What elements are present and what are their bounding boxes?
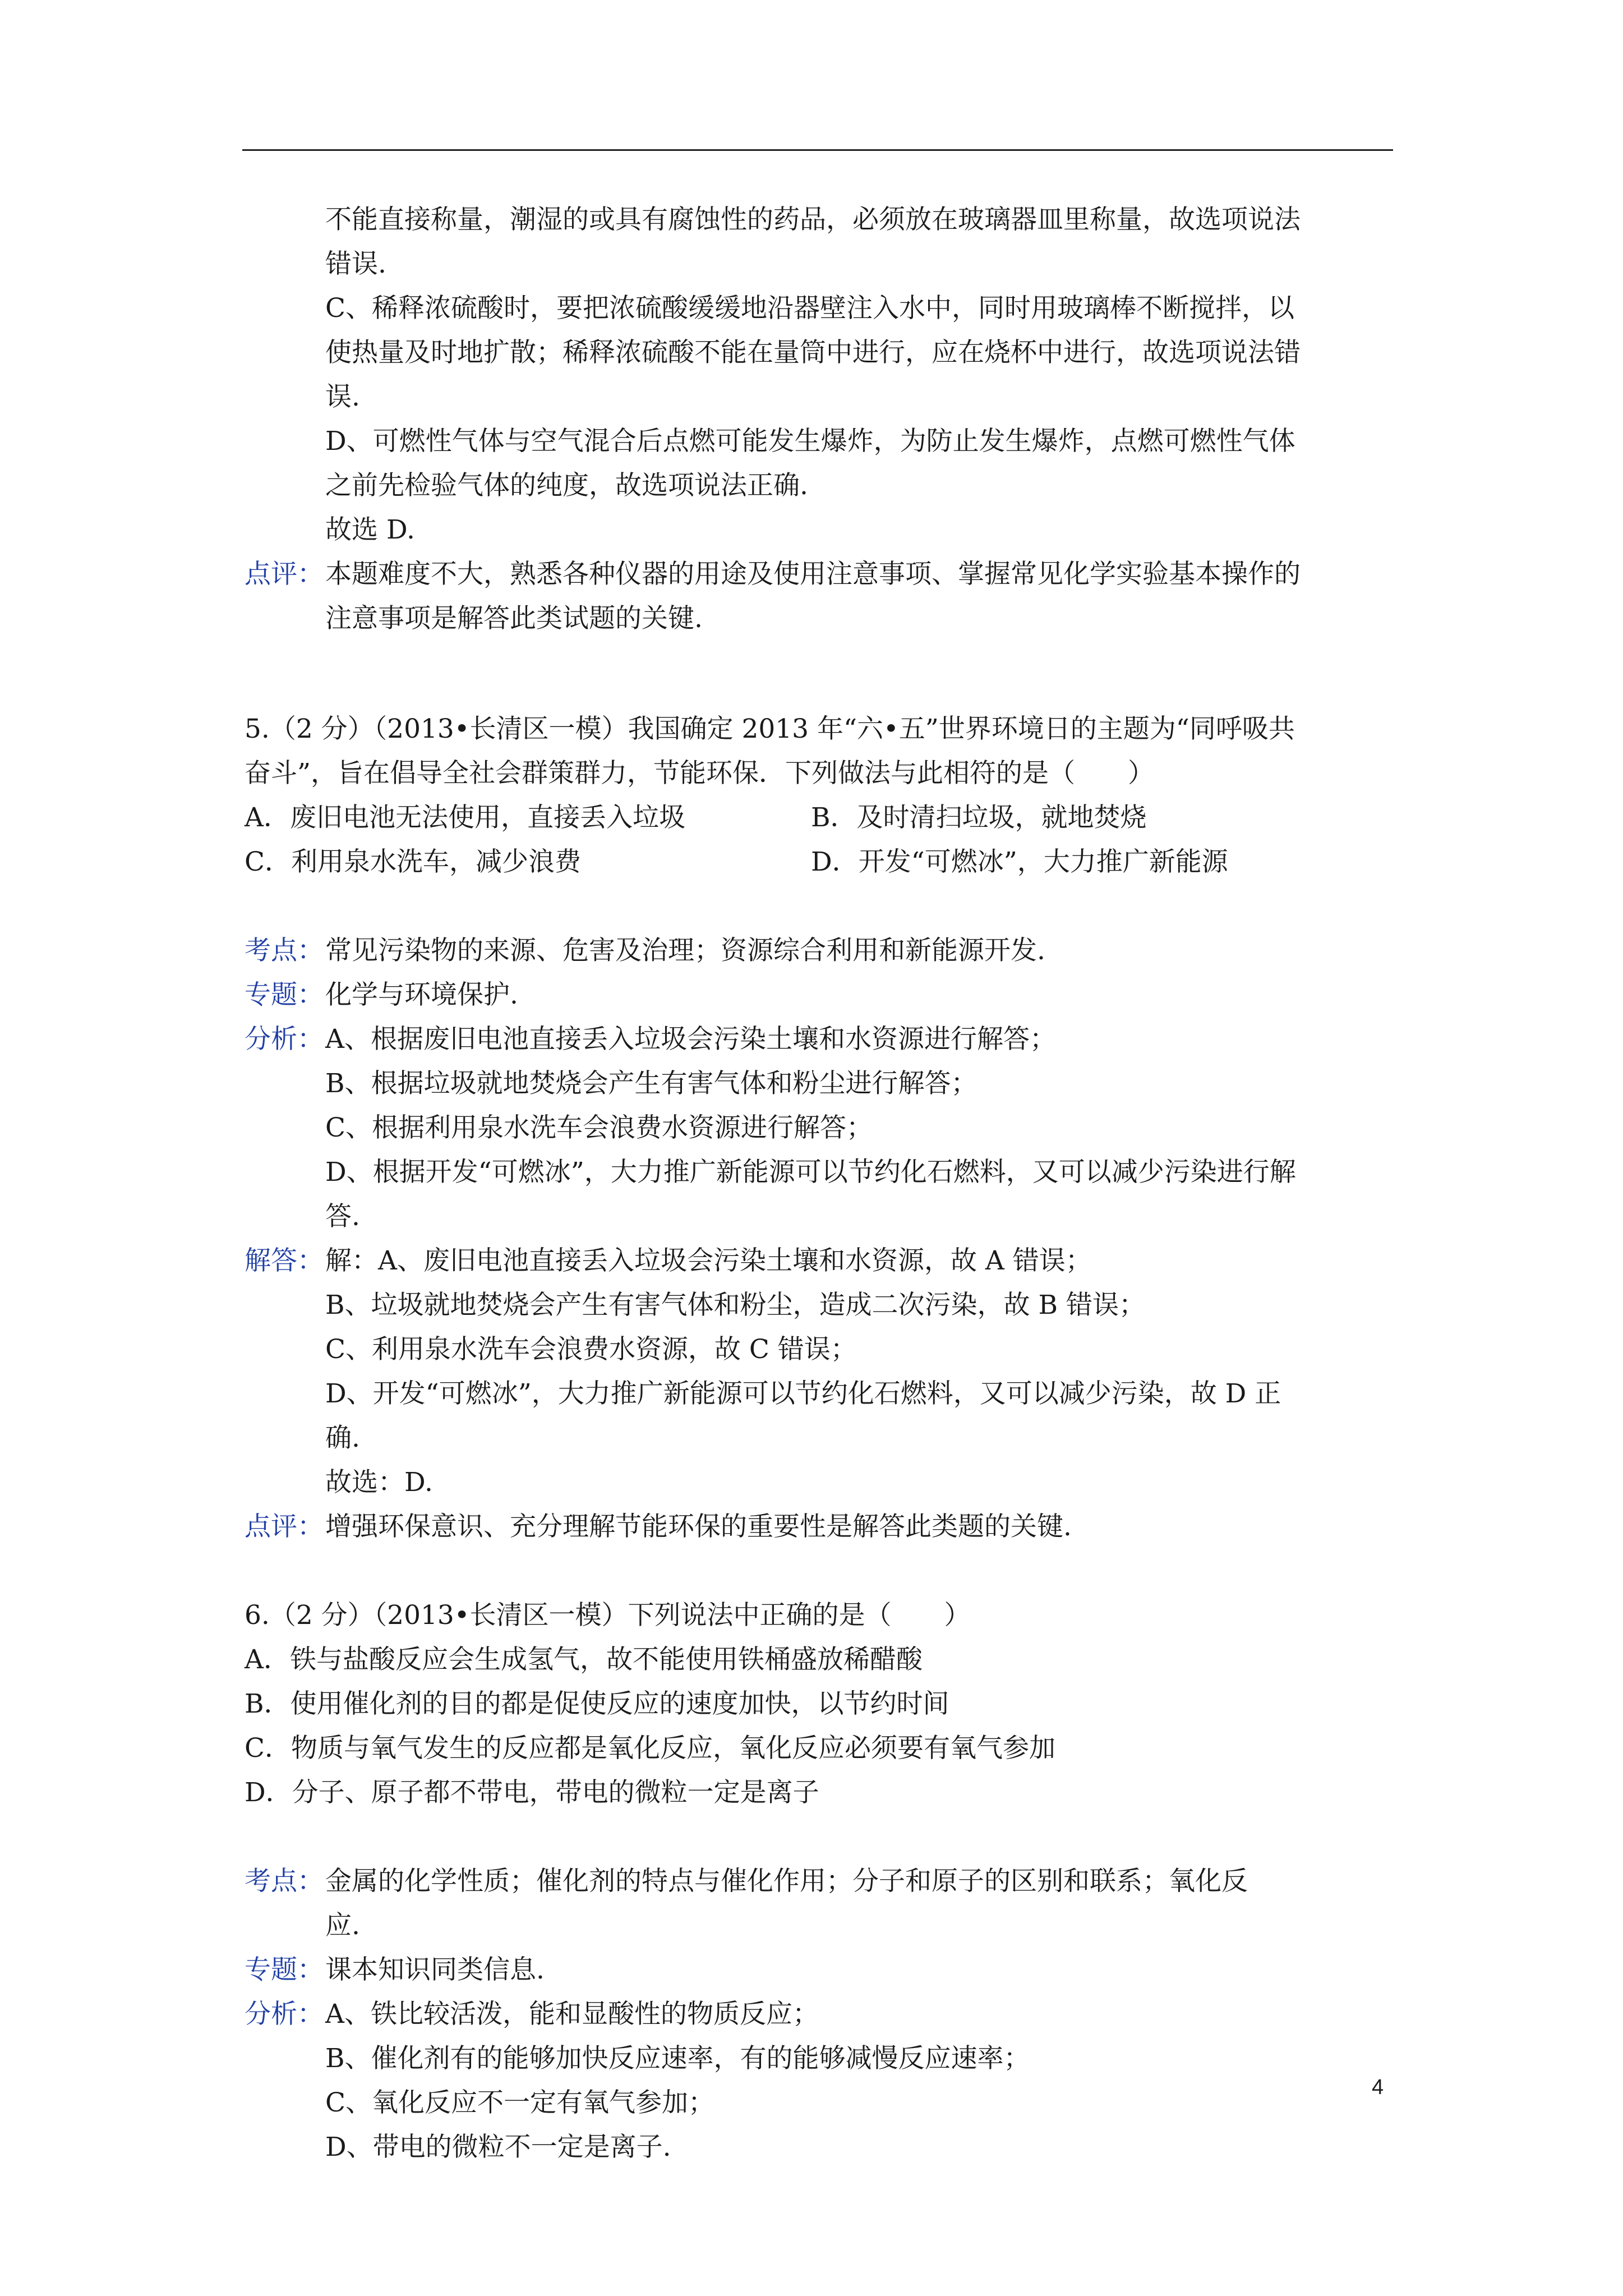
- text-line: C、稀释浓硫酸时，要把浓硫酸缓缓地沿器壁注入水中，同时用玻璃棒不断搅拌，以: [325, 293, 1294, 324]
- q5-zhuanti: [245, 973, 1395, 1017]
- text-line: A、根据废旧电池直接丢入垃圾会污染土壤和水资源进行解答；: [325, 1024, 1056, 1055]
- zhuanti-label: 专题：: [245, 1954, 324, 1985]
- page-number: 4: [1372, 2076, 1384, 2099]
- comment-label: 点评：: [245, 559, 324, 590]
- question-6: [245, 1593, 1395, 1815]
- option-d: D．分子、原子都不带电，带电的微粒一定是离子: [245, 1777, 819, 1808]
- text-line: C、氧化反应不一定有氧气参加；: [325, 2087, 714, 2118]
- text-line: 增强环保意识、充分理解节能环保的重要性是解答此类题的关键.: [325, 1511, 1072, 1542]
- text-line: D、根据开发“可燃冰”，大力推广新能源可以节约化石燃料，又可以减少污染进行解: [325, 1157, 1296, 1188]
- option-d: D．开发“可燃冰”，大力推广新能源: [811, 846, 1228, 877]
- text-line: 化学与环境保护.: [325, 979, 518, 1010]
- header-rule: [242, 149, 1393, 151]
- q5-fenxi: [245, 1017, 1395, 1239]
- text-line: 之前先检验气体的纯度，故选项说法正确.: [325, 470, 808, 501]
- text-line: B、垃圾就地焚烧会产生有害气体和粉尘，造成二次污染，故 B 错误；: [325, 1290, 1145, 1320]
- text-line: 使热量及时地扩散；稀释浓硫酸不能在量筒中进行，应在烧杯中进行，故选项说法错: [325, 337, 1301, 368]
- text-line: B、根据垃圾就地焚烧会产生有害气体和粉尘进行解答；: [325, 1068, 978, 1099]
- jieda-label: 解答：: [245, 1245, 324, 1276]
- option-b: B．使用催化剂的目的都是促使反应的速度加快，以节约时间: [245, 1688, 949, 1719]
- q6-zhuanti: [245, 1948, 1395, 1992]
- text-line: B、催化剂有的能够加快反应速率，有的能够减慢反应速率；: [325, 2043, 1030, 2074]
- text-line: 误.: [325, 381, 360, 412]
- option-b: B．及时清扫垃圾，就地焚烧: [811, 802, 1147, 833]
- text-line: C、利用泉水洗车会浪费水资源，故 C 错误；: [325, 1334, 857, 1365]
- kaodian-label: 考点：: [245, 1866, 324, 1897]
- text-line: C、根据利用泉水洗车会浪费水资源进行解答；: [325, 1112, 873, 1143]
- dianping-label: 点评：: [245, 1511, 324, 1542]
- option-a: A．铁与盐酸反应会生成氢气，故不能使用铁桶盛放稀醋酸: [245, 1644, 923, 1675]
- q6-kaodian: [245, 1859, 1395, 1948]
- text-line: 注意事项是解答此类试题的关键.: [325, 603, 703, 634]
- document-page: [245, 197, 1395, 2169]
- zhuanti-label: 专题：: [245, 979, 324, 1010]
- text-line: 应.: [325, 1910, 360, 1941]
- text-line: A、铁比较活泼，能和显酸性的物质反应；: [325, 1999, 819, 2030]
- text-line: 答.: [325, 1201, 360, 1232]
- text-line: 解：A、废旧电池直接丢入垃圾会污染土壤和水资源，故 A 错误；: [325, 1245, 1092, 1276]
- kaodian-label: 考点：: [245, 935, 324, 966]
- q5-kaodian: [245, 928, 1395, 973]
- option-c: C．物质与氧气发生的反应都是氧化反应，氧化反应必须要有氧气参加: [245, 1733, 1055, 1764]
- question-5: [245, 707, 1395, 884]
- option-c: C．利用泉水洗车，减少浪费: [245, 846, 581, 877]
- question-stem: 6.（2 分）（2013•长清区一模）下列说法中正确的是（ ）: [245, 1600, 971, 1631]
- text-line: 确.: [325, 1423, 360, 1453]
- text-line: 课本知识同类信息.: [325, 1954, 545, 1985]
- text-line: 故选 D.: [325, 514, 415, 545]
- fenxi-label: 分析：: [245, 1024, 324, 1055]
- q6-fenxi: [245, 1992, 1395, 2169]
- text-line: D、带电的微粒不一定是离子.: [325, 2132, 671, 2162]
- question-stem: 奋斗”，旨在倡导全社会群策群力，节能环保．下列做法与此相符的是（ ）: [245, 758, 1155, 789]
- text-line: 金属的化学性质；催化剂的特点与催化作用；分子和原子的区别和联系；氧化反: [325, 1866, 1248, 1897]
- q4-explanation: [245, 197, 1395, 552]
- option-a: A．废旧电池无法使用，直接丢入垃圾: [245, 802, 685, 833]
- q5-jieda: [245, 1239, 1395, 1504]
- text-line: D、可燃性气体与空气混合后点燃可能发生爆炸，为防止发生爆炸，点燃可燃性气体: [325, 426, 1295, 457]
- text-line: 故选：D.: [325, 1467, 433, 1498]
- q4-comment: [245, 552, 1395, 641]
- text-line: D、开发“可燃冰”，大力推广新能源可以节约化石燃料，又可以减少污染，故 D 正: [325, 1378, 1281, 1409]
- text-line: 常见污染物的来源、危害及治理；资源综合利用和新能源开发.: [325, 935, 1045, 966]
- text-line: 本题难度不大，熟悉各种仪器的用途及使用注意事项、掌握常见化学实验基本操作的: [325, 559, 1301, 590]
- text-line: 不能直接称量，潮湿的或具有腐蚀性的药品，必须放在玻璃器皿里称量，故选项说法: [325, 204, 1301, 235]
- text-line: 错误.: [325, 249, 386, 279]
- question-stem: 5.（2 分）（2013•长清区一模）我国确定 2013 年“六•五”世界环境日的主题为“同呼吸共: [245, 714, 1295, 744]
- fenxi-label: 分析：: [245, 1999, 324, 2030]
- q5-dianping: [245, 1504, 1395, 1549]
